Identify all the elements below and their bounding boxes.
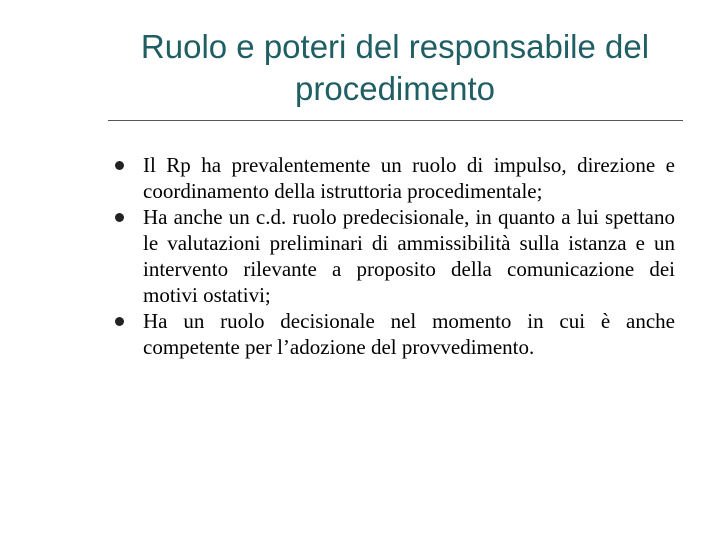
bullet-text: Ha un ruolo decisionale nel momento in cui è anche competente per l’adozione del provvedimento. xyxy=(143,309,675,359)
slide-title: Ruolo e poteri del responsabile del procedimento xyxy=(140,28,650,107)
bullet-list xyxy=(110,152,675,360)
bullet-text: Ha anche un c.d. ruolo predecisionale, in quanto a lui spettano le valutazioni preliminari di ammissibilità sulla istanza e un intervento rilevante a proposito della comunicazione dei motivi ostativi; xyxy=(143,205,675,307)
bullet-dot-icon xyxy=(115,161,124,170)
bullet-item xyxy=(110,152,675,204)
bullet-item xyxy=(110,308,675,360)
bullet-item xyxy=(110,204,675,308)
bullet-text: Il Rp ha prevalentemente un ruolo di impulso, direzione e coordinamento della istruttoria procedimentale; xyxy=(143,153,675,203)
bullet-dot-icon xyxy=(115,213,124,222)
bullet-dot-icon xyxy=(115,317,124,326)
title-divider xyxy=(108,120,683,121)
